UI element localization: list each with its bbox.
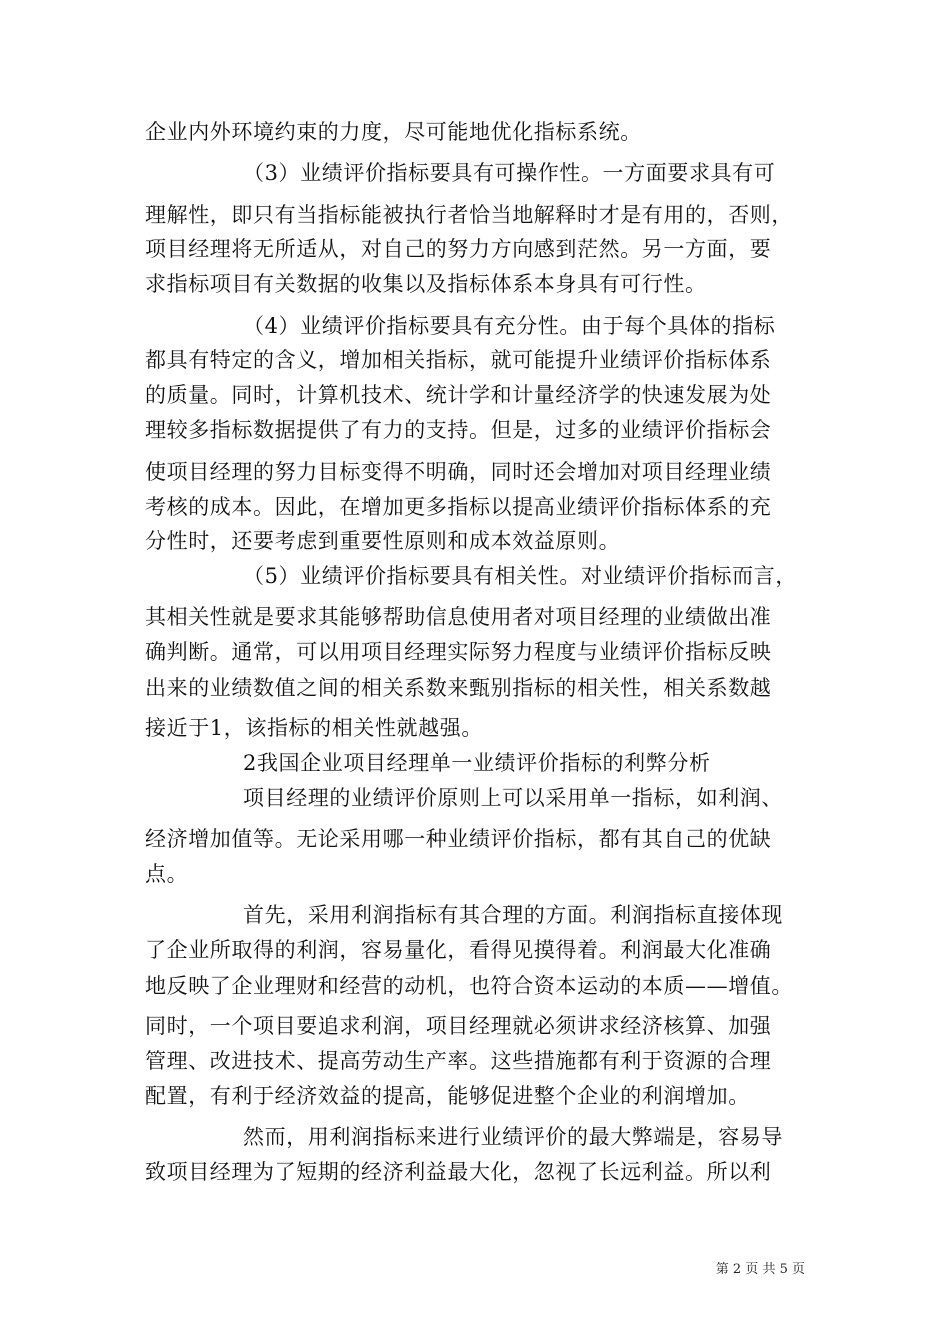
text-line: 地反映了企业理财和经营的动机，也符合资本运动的本质——增值。 xyxy=(145,974,793,998)
text-line: 出来的业绩数值之间的相关系数来甄别指标的相关性，相关系数越 xyxy=(145,676,772,700)
text-line: 致项目经理为了短期的经济利益最大化，忽视了长远利益。所以利 xyxy=(145,1160,772,1184)
text-line: 企业内外环境约束的力度，尽可能地优化指标系统。 xyxy=(145,120,642,144)
text-line: 考核的成本。因此，在增加更多指标以提高业绩评价指标体系的充 xyxy=(145,495,772,519)
text-line: 同时，一个项目要追求利润，项目经理就必须讲求经济核算、加强 xyxy=(145,1014,772,1038)
text-line: 配置，有利于经济效益的提高，能够促进整个企业的利润增加。 xyxy=(145,1084,750,1108)
text-line: 管理、改进技术、提高劳动生产率。这些措施都有利于资源的合理 xyxy=(145,1049,772,1073)
text-line: （4）业绩评价指标要具有充分性。由于每个具体的指标 xyxy=(243,314,776,338)
text-line: 经济增加值等。无论采用哪一种业绩评价指标，都有其自己的优缺 xyxy=(145,827,772,851)
text-line: 理较多指标数据提供了有力的支持。但是，过多的业绩评价指标会 xyxy=(145,418,772,442)
text-line: 首先，采用利润指标有其合理的方面。利润指标直接体现 xyxy=(243,903,783,927)
text-line: 然而，用利润指标来进行业绩评价的最大弊端是，容易导 xyxy=(243,1125,783,1149)
text-line: 分性时，还要考虑到重要性原则和成本效益原则。 xyxy=(145,529,621,553)
page-number: 第 2 页 共 5 页 xyxy=(715,1262,805,1277)
text-line: 项目经理的业绩评价原则上可以采用单一指标，如利润、 xyxy=(243,786,783,810)
text-line: 都具有特定的含义，增加相关指标，就可能提升业绩评价指标体系 xyxy=(145,348,772,372)
text-line: 使项目经理的努力目标变得不明确，同时还会增加对项目经理业绩 xyxy=(145,460,772,484)
text-line: 项目经理将无所适从，对自己的努力方向感到茫然。另一方面，要 xyxy=(145,237,772,261)
text-line: 理解性，即只有当指标能被执行者恰当地解释时才是有用的，否则， xyxy=(145,203,793,227)
text-line: 确判断。通常，可以用项目经理实际努力程度与业绩评价指标反映 xyxy=(145,640,772,664)
text-line: 了企业所取得的利润，容易量化，看得见摸得着。利润最大化准确 xyxy=(145,938,772,962)
text-line: 的质量。同时，计算机技术、统计学和计量经济学的快速发展为处 xyxy=(145,383,772,407)
text-line: 其相关性就是要求其能够帮助信息使用者对项目经理的业绩做出准 xyxy=(145,605,772,629)
text-line: 点。 xyxy=(145,862,189,886)
text-line: （3）业绩评价指标要具有可操作性。一方面要求具有可 xyxy=(243,161,776,185)
section-heading: 2我国企业项目经理单一业绩评价指标的利弊分析 xyxy=(243,751,711,775)
text-line: 求指标项目有关数据的收集以及指标体系本身具有可行性。 xyxy=(145,272,707,296)
text-line: （5）业绩评价指标要具有相关性。对业绩评价指标而言， xyxy=(243,564,797,588)
text-line: 接近于1，该指标的相关性就越强。 xyxy=(145,716,483,740)
